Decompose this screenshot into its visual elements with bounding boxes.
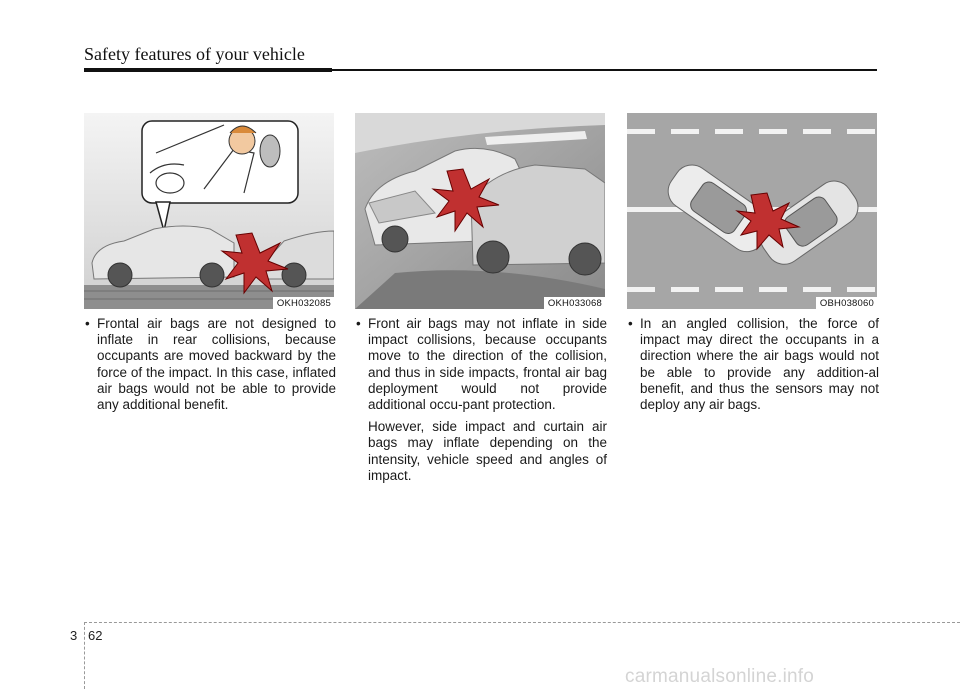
- footer-rule: [84, 622, 960, 623]
- page-number: 62: [88, 628, 103, 643]
- side-impact-illustration-icon: [355, 113, 605, 309]
- continuation-paragraph: However, side impact and curtain air bags may inflate depending on the intensity, vehicle speed and angles of impact.: [368, 419, 607, 483]
- figure-rear-collision: [84, 113, 334, 309]
- footer-vertical-rule: [84, 622, 85, 689]
- figure-side-impact: [355, 113, 605, 309]
- angled-collision-illustration-icon: [627, 113, 877, 309]
- figure-angled-collision: [627, 113, 877, 309]
- bullet-paragraph: • Front air bags may not inflate in side impact collisions, because occupants move to the direction of the collision, and thus in side impacts, frontal air bag deployment would not provide additional occu-pant protection.: [355, 316, 607, 413]
- header-rule-thick: [84, 68, 332, 72]
- rear-collision-illustration-icon: [84, 113, 334, 309]
- column-rear-collision: [84, 316, 336, 419]
- section-title: Safety features of your vehicle: [84, 44, 305, 64]
- bullet-paragraph: • Frontal air bags are not designed to inflate in rear collisions, because occupants are moved backward by the force of the impact. In this case, inflated air bags would not be able to provide any additional benefit.: [84, 316, 336, 413]
- header-rule-thin: [332, 69, 877, 71]
- column-angled-collision: [627, 316, 879, 419]
- bullet-paragraph: • In an angled collision, the force of impact may direct the occupants in a direction where the air bags would not be able to provide any addition-al benefit, and thus the sensors may not deploy any air bags.: [627, 316, 879, 413]
- figure-code: OBH038060: [816, 297, 877, 309]
- chapter-number: 3: [70, 628, 78, 643]
- figure-code: OKH033068: [544, 297, 605, 309]
- column-side-impact: [355, 316, 607, 490]
- watermark: carmanualsonline.info: [625, 666, 815, 687]
- figure-code: OKH032085: [273, 297, 334, 309]
